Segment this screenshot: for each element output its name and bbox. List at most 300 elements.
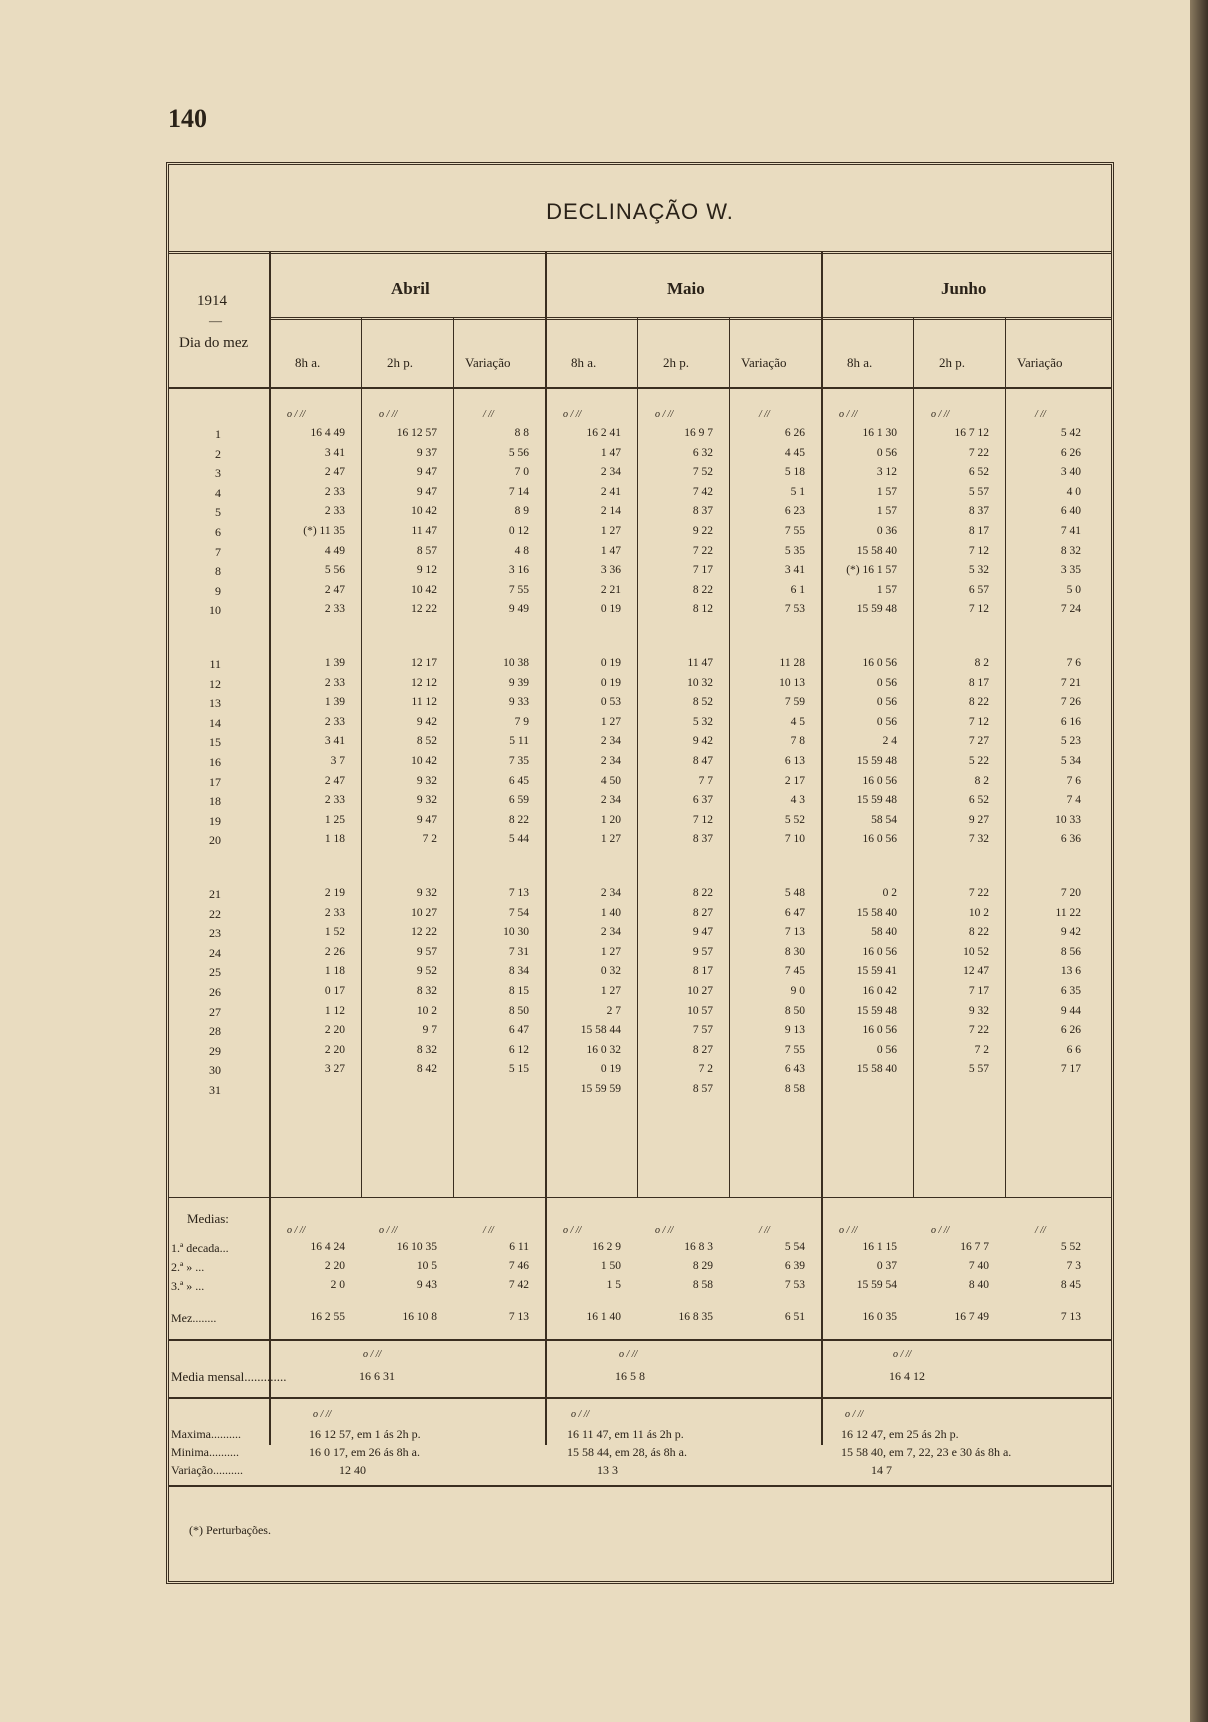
table-cell: 6 52 [968,466,989,479]
table-cell: 1 27 [600,985,621,997]
year-label: 1914 [197,293,227,309]
table-cell: 5 32 [968,564,989,577]
divider [169,1339,1111,1341]
variacao-value: 13 3 [597,1463,618,1477]
unit-marker: o / // [619,1349,638,1360]
table-cell: 1 12 [324,1004,345,1017]
table-cell: 0 19 [600,657,621,669]
table-cell: 8 47 [692,755,713,767]
table-cell: 16 0 56 [862,833,897,846]
table-cell: 16 2 55 [310,1311,345,1323]
table-cell: 7 17 [1060,1063,1081,1076]
table-frame [166,162,1114,1584]
table-cell: 15 59 59 [580,1083,621,1095]
unit-marker: / // [759,1225,770,1236]
table-cell: 13 6 [1060,965,1081,978]
table-cell: 8 17 [692,965,713,978]
variacao-label: Variação.......... [171,1463,243,1477]
media-mensal-value: 16 5 8 [615,1369,645,1383]
table-cell: 6 57 [968,583,989,596]
table-cell: 2 34 [600,755,621,767]
table-cell: 7 12 [968,715,989,728]
table-cell: 9 42 [416,715,437,728]
divider [169,1197,1111,1198]
table-cell: 5 56 [508,446,529,459]
table-cell: 8 22 [508,813,529,826]
dash: — [209,313,222,328]
table-cell: 7 22 [968,446,989,459]
unit-marker: o / // [839,1225,858,1236]
table-cell: 10 57 [687,1004,713,1017]
table-cell: 16 4 49 [310,427,345,439]
table-cell: 1 52 [324,926,345,939]
table-cell: 4 49 [324,544,345,557]
day-number: 23 [209,926,221,941]
table-cell: 8 57 [692,1083,713,1095]
table-cell: 0 19 [600,603,621,616]
table-cell: 8 37 [692,833,713,846]
table-cell: 6 39 [784,1260,805,1272]
table-cell: 2 34 [600,926,621,939]
table-cell: 7 53 [784,603,805,616]
unit-marker: o / // [839,409,858,420]
table-cell: 9 47 [416,466,437,479]
divider [169,1397,1111,1399]
table-cell: 10 32 [687,676,713,689]
table-cell: 2 0 [330,1279,345,1291]
table-cell: 2 34 [600,466,621,479]
table-cell: 1 27 [600,945,621,958]
table-cell: 4 5 [790,715,805,728]
col-header: 2h p. [387,355,413,370]
table-cell: 8 32 [416,985,437,997]
day-number: 31 [209,1083,221,1097]
table-cell: 2 19 [324,887,345,899]
table-cell: 16 2 41 [586,427,621,439]
table-cell: 1 47 [600,544,621,557]
table-cell: 5 15 [508,1063,529,1076]
table-cell: 16 10 35 [396,1241,437,1253]
table-cell: 15 59 48 [856,755,897,767]
table-cell: 8 12 [692,603,713,616]
table-cell: 7 42 [692,485,713,498]
media-mensal-value: 16 6 31 [359,1369,395,1383]
table-cell: 1 18 [324,965,345,978]
day-number: 18 [209,794,221,809]
page-number: 140 [168,104,207,133]
table-cell: 10 42 [411,755,437,767]
col-header: 2h p. [663,355,689,370]
table-cell: 9 44 [1060,1004,1081,1017]
day-number: 4 [215,485,221,500]
col-header: Variação [741,355,787,370]
table-cell: 7 2 [422,833,437,846]
table-cell: 10 33 [1055,813,1081,826]
day-number: 17 [209,774,221,789]
table-cell: 8 8 [514,427,529,439]
table-cell: 7 57 [692,1024,713,1037]
table-cell: 0 32 [600,965,621,978]
table-cell: 9 7 [422,1024,437,1037]
table-cell: 2 17 [784,774,805,787]
table-cell: 3 41 [324,446,345,459]
table-cell: 11 47 [411,525,437,537]
table-cell: 58 54 [871,813,897,826]
table-cell: 5 23 [1060,735,1081,748]
media-mensal-label: Media mensal............. [171,1369,287,1384]
table-cell: 16 4 24 [310,1241,345,1253]
table-cell: 8 17 [968,525,989,537]
table-cell: 4 3 [790,794,805,807]
table-cell: 3 35 [1060,564,1081,577]
table-cell: 9 57 [416,945,437,958]
table-cell: 12 22 [411,926,437,939]
table-cell: 8 27 [692,1043,713,1056]
divider [169,1485,1111,1487]
table-cell: 9 32 [416,774,437,787]
table-cell: 7 22 [692,544,713,557]
table-cell: 7 8 [790,735,805,748]
table-cell: 1 39 [324,696,345,709]
table-cell: 7 46 [508,1260,529,1272]
table-cell: 6 12 [508,1043,529,1056]
table-cell: 4 0 [1066,485,1081,498]
table-cell: 8 37 [692,505,713,518]
table-cell: 12 12 [411,676,437,689]
table-cell: 5 54 [784,1241,805,1253]
table-cell: 0 12 [508,525,529,537]
mez-label: Mez........ [171,1311,217,1325]
table-cell: 6 47 [784,906,805,919]
table-cell: 9 13 [784,1024,805,1037]
day-number: 1 [215,427,221,441]
table-cell: 7 2 [698,1063,713,1076]
table-cell: 16 7 12 [954,427,989,439]
table-cell: 7 54 [508,906,529,919]
maxima-label: Maxima.......... [171,1427,241,1441]
table-cell: 6 23 [784,505,805,518]
unit-marker: o / // [655,409,674,420]
col-header: 2h p. [939,355,965,370]
table-cell: 15 59 41 [856,965,897,978]
table-cell: 9 49 [508,603,529,616]
unit-marker: o / // [571,1409,590,1420]
page-title: DECLINAÇÃO W. [546,199,734,224]
table-cell: 16 10 8 [402,1311,437,1323]
table-cell: 7 4 [1066,794,1081,807]
table-cell: 1 5 [606,1279,621,1291]
table-cell: 11 47 [687,657,713,669]
unit-marker: o / // [287,409,306,420]
table-cell: 16 0 56 [862,1024,897,1037]
table-cell: 9 52 [416,965,437,978]
table-cell: 2 20 [324,1260,345,1272]
table-cell: 16 0 56 [862,657,897,669]
table-cell: 5 0 [1066,583,1081,596]
table-cell: 2 33 [324,794,345,807]
table-cell: 8 50 [784,1004,805,1017]
table-cell: 7 10 [784,833,805,846]
unit-marker: o / // [931,409,950,420]
table-cell: 9 42 [692,735,713,748]
table-cell: 1 39 [324,657,345,669]
table-cell: 16 8 35 [678,1311,713,1323]
table-cell: 10 5 [416,1260,437,1272]
table-cell: 16 12 57 [396,427,437,439]
table-cell: 9 32 [968,1004,989,1017]
unit-marker: o / // [563,409,582,420]
table-cell: 2 33 [324,505,345,518]
table-cell: 11 12 [411,696,437,709]
table-cell: 3 27 [324,1063,345,1076]
table-cell: 16 1 15 [862,1241,897,1253]
table-cell: 2 41 [600,485,621,498]
table-cell: 8 32 [1060,544,1081,557]
table-cell: 7 14 [508,485,529,498]
minima-label: Minima.......... [171,1445,239,1459]
unit-marker: / // [1035,1225,1046,1236]
table-cell: 4 8 [514,544,529,557]
table-cell: 8 52 [692,696,713,709]
day-number: 2 [215,446,221,461]
col-header: 8h a. [847,355,873,370]
variacao-value: 12 40 [339,1463,366,1477]
table-cell: 16 1 30 [862,427,897,439]
table-cell: 7 41 [1060,525,1081,537]
table-cell: 1 57 [876,485,897,498]
table-cell: 8 27 [692,906,713,919]
table-cell: 8 22 [692,583,713,596]
table-cell: 2 34 [600,794,621,807]
table-cell: 0 56 [876,1043,897,1056]
table-cell: 12 47 [963,965,989,978]
table-cell: 6 11 [509,1241,529,1253]
table-cell: 10 42 [411,505,437,518]
table-cell: 2 7 [606,1004,621,1017]
table-cell: 6 1 [790,583,805,596]
table-cell: 16 0 32 [586,1043,621,1056]
table-cell: 16 0 56 [862,774,897,787]
unit-marker: o / // [563,1225,582,1236]
medias-row-label: 3.ª » ... [171,1279,205,1293]
table-cell: 2 34 [600,887,621,899]
table-cell: 5 1 [790,485,805,498]
variacao-value: 14 7 [871,1463,892,1477]
table-cell: 1 25 [324,813,345,826]
table-cell: 7 40 [968,1260,989,1272]
table-cell: 8 2 [974,774,989,787]
table-cell: 6 45 [508,774,529,787]
day-number: 15 [209,735,221,750]
day-number: 13 [209,696,221,711]
table-cell: 4 50 [600,774,621,787]
day-number: 21 [209,887,221,901]
table-cell: 15 58 40 [856,906,897,919]
maxima-value: 16 12 57, em 1 ás 2h p. [309,1427,421,1441]
table-cell: 15 59 48 [856,1004,897,1017]
table-cell: 2 20 [324,1043,345,1056]
table-cell: 7 52 [692,466,713,479]
table-cell: 5 11 [509,735,529,748]
table-cell: 5 56 [324,564,345,577]
table-cell: 2 4 [882,735,897,748]
table-cell: 1 40 [600,906,621,919]
table-cell: 16 7 49 [954,1311,989,1323]
table-cell: 9 12 [416,564,437,577]
table-cell: 0 2 [882,887,897,899]
table-cell: 6 47 [508,1024,529,1037]
table-cell: 8 52 [416,735,437,748]
table-cell: 7 55 [784,525,805,537]
table-cell: 2 14 [600,505,621,518]
table-cell: 6 6 [1066,1043,1081,1056]
table-cell: 10 2 [416,1004,437,1017]
table-cell: 2 33 [324,715,345,728]
table-cell: 8 58 [692,1279,713,1291]
table-cell: 1 57 [876,583,897,596]
divider [169,387,1111,389]
day-number: 5 [215,505,221,520]
table-cell: 5 44 [508,833,529,846]
minima-value: 15 58 40, em 7, 22, 23 e 30 ás 8h a. [841,1445,1012,1459]
table-cell: 8 40 [968,1279,989,1291]
table-cell: 1 20 [600,813,621,826]
table-cell: 6 36 [1060,833,1081,846]
table-cell: 2 33 [324,485,345,498]
table-cell: 7 27 [968,735,989,748]
table-cell: (*) 11 35 [303,525,345,537]
divider [169,251,1111,254]
table-cell: 12 17 [411,657,437,669]
table-cell: 16 9 7 [684,427,713,439]
table-cell: 10 30 [503,926,529,939]
table-cell: 7 24 [1060,603,1081,616]
table-cell: 8 22 [692,887,713,899]
table-cell: 0 17 [324,985,345,997]
table-cell: 6 59 [508,794,529,807]
maxima-value: 16 12 47, em 25 ás 2h p. [841,1427,959,1441]
footnote: (*) Perturbações. [189,1523,271,1537]
table-cell: 8 15 [508,985,529,997]
minima-value: 16 0 17, em 26 ás 8h a. [309,1445,420,1459]
table-cell: 6 43 [784,1063,805,1076]
table-cell: 0 56 [876,676,897,689]
table-cell: 7 3 [1066,1260,1081,1272]
table-cell: 0 19 [600,676,621,689]
table-cell: 5 18 [784,466,805,479]
unit-marker: o / // [379,1225,398,1236]
table-cell: 15 58 40 [856,544,897,557]
table-cell: 7 21 [1060,676,1081,689]
table-cell: 0 56 [876,715,897,728]
media-mensal-value: 16 4 12 [889,1369,925,1383]
table-cell: 7 7 [698,774,713,787]
table-cell: 5 52 [784,813,805,826]
table-cell: 9 32 [416,794,437,807]
day-number: 9 [215,583,221,598]
table-cell: 8 42 [416,1063,437,1076]
unit-marker: o / // [845,1409,864,1420]
table-cell: 8 45 [1060,1279,1081,1291]
day-number: 26 [209,985,221,999]
unit-marker: o / // [313,1409,332,1420]
table-cell: 5 32 [692,715,713,728]
unit-marker: o / // [931,1225,950,1236]
table-cell: 2 47 [324,583,345,596]
table-cell: 2 21 [600,583,621,596]
day-number: 12 [209,676,221,691]
table-cell: 9 47 [692,926,713,939]
medias-row-label: 1.ª decada... [171,1241,229,1255]
table-cell: 7 13 [1060,1311,1081,1323]
table-cell: 7 6 [1066,657,1081,669]
table-cell: 3 41 [324,735,345,748]
table-cell: 12 22 [411,603,437,616]
table-cell: 8 17 [968,676,989,689]
day-number: 20 [209,833,221,848]
divider [269,317,1111,320]
table-cell: 1 57 [876,505,897,518]
table-cell: 10 27 [411,906,437,919]
table-cell: 3 36 [600,564,621,577]
table-cell: 7 59 [784,696,805,709]
table-cell: 6 26 [1060,446,1081,459]
table-cell: 16 0 35 [862,1311,897,1323]
table-cell: 15 58 40 [856,1063,897,1076]
table-cell: 7 22 [968,1024,989,1037]
table-cell: 7 53 [784,1279,805,1291]
table-cell: 7 9 [514,715,529,728]
table-cell: 6 35 [1060,985,1081,997]
table-cell: 8 37 [968,505,989,518]
table-cell: 0 56 [876,696,897,709]
table-cell: 10 42 [411,583,437,596]
table-cell: 1 50 [600,1260,621,1272]
table-cell: 7 13 [784,926,805,939]
table-cell: 9 42 [1060,926,1081,939]
day-number: 25 [209,965,221,980]
maxima-value: 16 11 47, em 11 ás 2h p. [567,1427,684,1441]
day-number: 14 [209,715,221,730]
table-cell: 15 59 48 [856,794,897,807]
table-cell: 9 37 [416,446,437,459]
day-number: 29 [209,1043,221,1058]
table-cell: 16 0 56 [862,945,897,958]
table-cell: 16 1 40 [586,1311,621,1323]
table-cell: 6 26 [784,427,805,439]
table-cell: 10 52 [963,945,989,958]
table-cell: 8 50 [508,1004,529,1017]
unit-marker: o / // [655,1225,674,1236]
table-cell: 11 22 [1055,906,1081,919]
table-cell: 0 37 [876,1260,897,1272]
col-header: 8h a. [295,355,321,370]
unit-marker: o / // [287,1225,306,1236]
table-cell: 9 47 [416,485,437,498]
table-cell: 2 33 [324,676,345,689]
table-cell: 11 28 [779,657,805,669]
table-cell: 5 48 [784,887,805,899]
table-cell: 7 12 [968,544,989,557]
table-cell: 1 27 [600,833,621,846]
table-cell: 7 6 [1066,774,1081,787]
day-number: 8 [215,564,221,579]
table-cell: 8 22 [968,696,989,709]
table-cell: 0 36 [876,525,897,537]
table-cell: 6 37 [692,794,713,807]
table-cell: 10 2 [968,906,989,919]
unit-marker: / // [1035,409,1046,420]
